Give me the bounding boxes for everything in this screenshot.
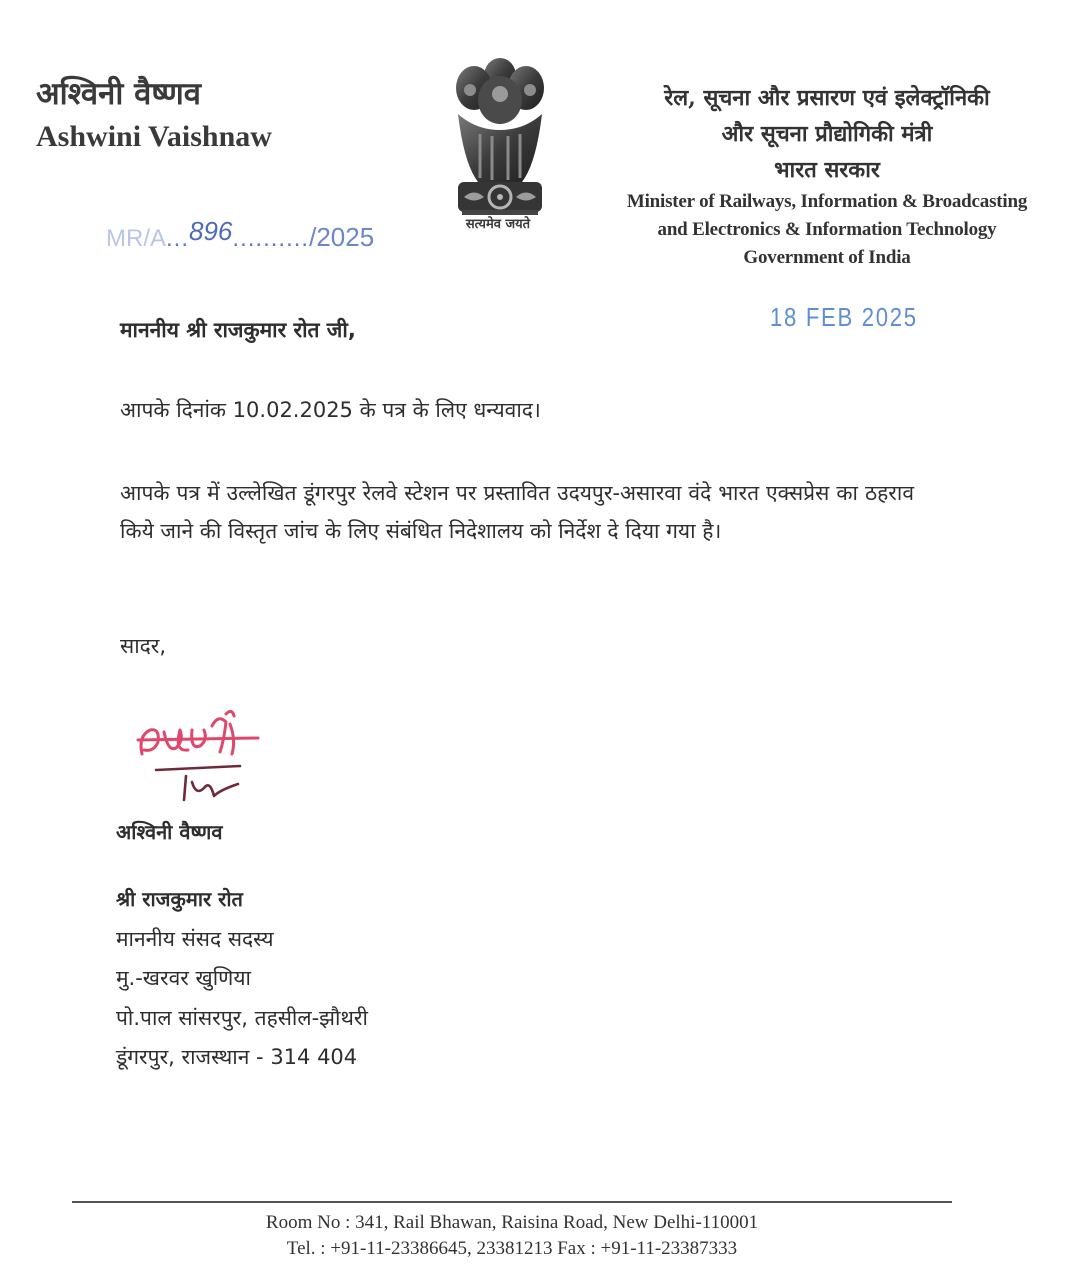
reference-dots-right: ..........	[232, 225, 310, 252]
footer-divider	[72, 1201, 952, 1203]
reference-number	[106, 216, 375, 253]
addressee-line2: पो.पाल सांसरपुर, तहसील-झौथरी	[116, 1005, 368, 1030]
closing: सादर,	[120, 634, 167, 658]
addressee-designation: माननीय संसद सदस्य	[116, 926, 274, 951]
paragraph-main: आपके पत्र में उल्लेखित डूंगरपुर रेलवे स्टेशन पर प्रस्तावित उदयपुर-असारवा वंदे भारत एक्सप्रेस का ठहराव किये जाने की विस्तृत जांच के लिए संबंधित निदेशालय को निर्देश दे दिया गया है।	[120, 481, 914, 543]
minister-name-english: Ashwini Vaishnaw	[36, 120, 272, 153]
minister-name-hindi: अश्विनी वैष्णव	[36, 76, 202, 112]
signer-name: अश्विनी वैष्णव	[116, 820, 223, 844]
addressee-block	[116, 880, 368, 1078]
paragraph-thanks: आपके दिनांक 10.02.2025 के पत्र के लिए धन्यवाद।	[120, 398, 541, 422]
date-stamp: 18 FEB 2025	[770, 302, 918, 332]
handwritten-signature	[134, 700, 264, 810]
reference-prefix: MR/A	[106, 225, 166, 252]
addressee-name: श्री राजकुमार रोत	[116, 887, 243, 911]
reference-dots-left: ...	[166, 225, 190, 252]
footer-address: Room No : 341, Rail Bhawan, Raisina Road, New Delhi-110001	[265, 1212, 759, 1233]
addressee-line1: मु.-खरवर खुणिया	[116, 966, 251, 990]
ministry-title-hindi-2: और सूचना प्रौद्योगिकी मंत्री	[721, 121, 933, 147]
reference-year: /2025	[309, 222, 375, 252]
ministry-title-hindi-1: रेल, सूचना और प्रसारण एवं इलेक्ट्रॉनिकी	[664, 85, 990, 111]
ministry-title-hindi-3: भारत सरकार	[774, 157, 880, 183]
addressee-line3: डूंगरपुर, राजस्थान - 314 404	[116, 1045, 358, 1069]
salutation: माननीय श्री राजकुमार रोत जी,	[120, 318, 356, 342]
ministry-title-english-1: Minister of Railways, Information & Broadcasting	[626, 191, 1028, 212]
reference-handwritten-number: 896	[189, 216, 233, 246]
ministry-title-english-3: Government of India	[743, 247, 911, 268]
emblem-motto: सत्यमेव जयते	[465, 217, 531, 232]
ministry-header	[612, 80, 1042, 272]
footer-contact: Tel. : +91-11-23386645, 23381213 Fax : +91-11-23387333	[286, 1238, 738, 1259]
ministry-title-english-2: and Electronics & Information Technology	[657, 219, 997, 240]
footer	[72, 1210, 952, 1262]
national-emblem-icon	[444, 54, 556, 234]
